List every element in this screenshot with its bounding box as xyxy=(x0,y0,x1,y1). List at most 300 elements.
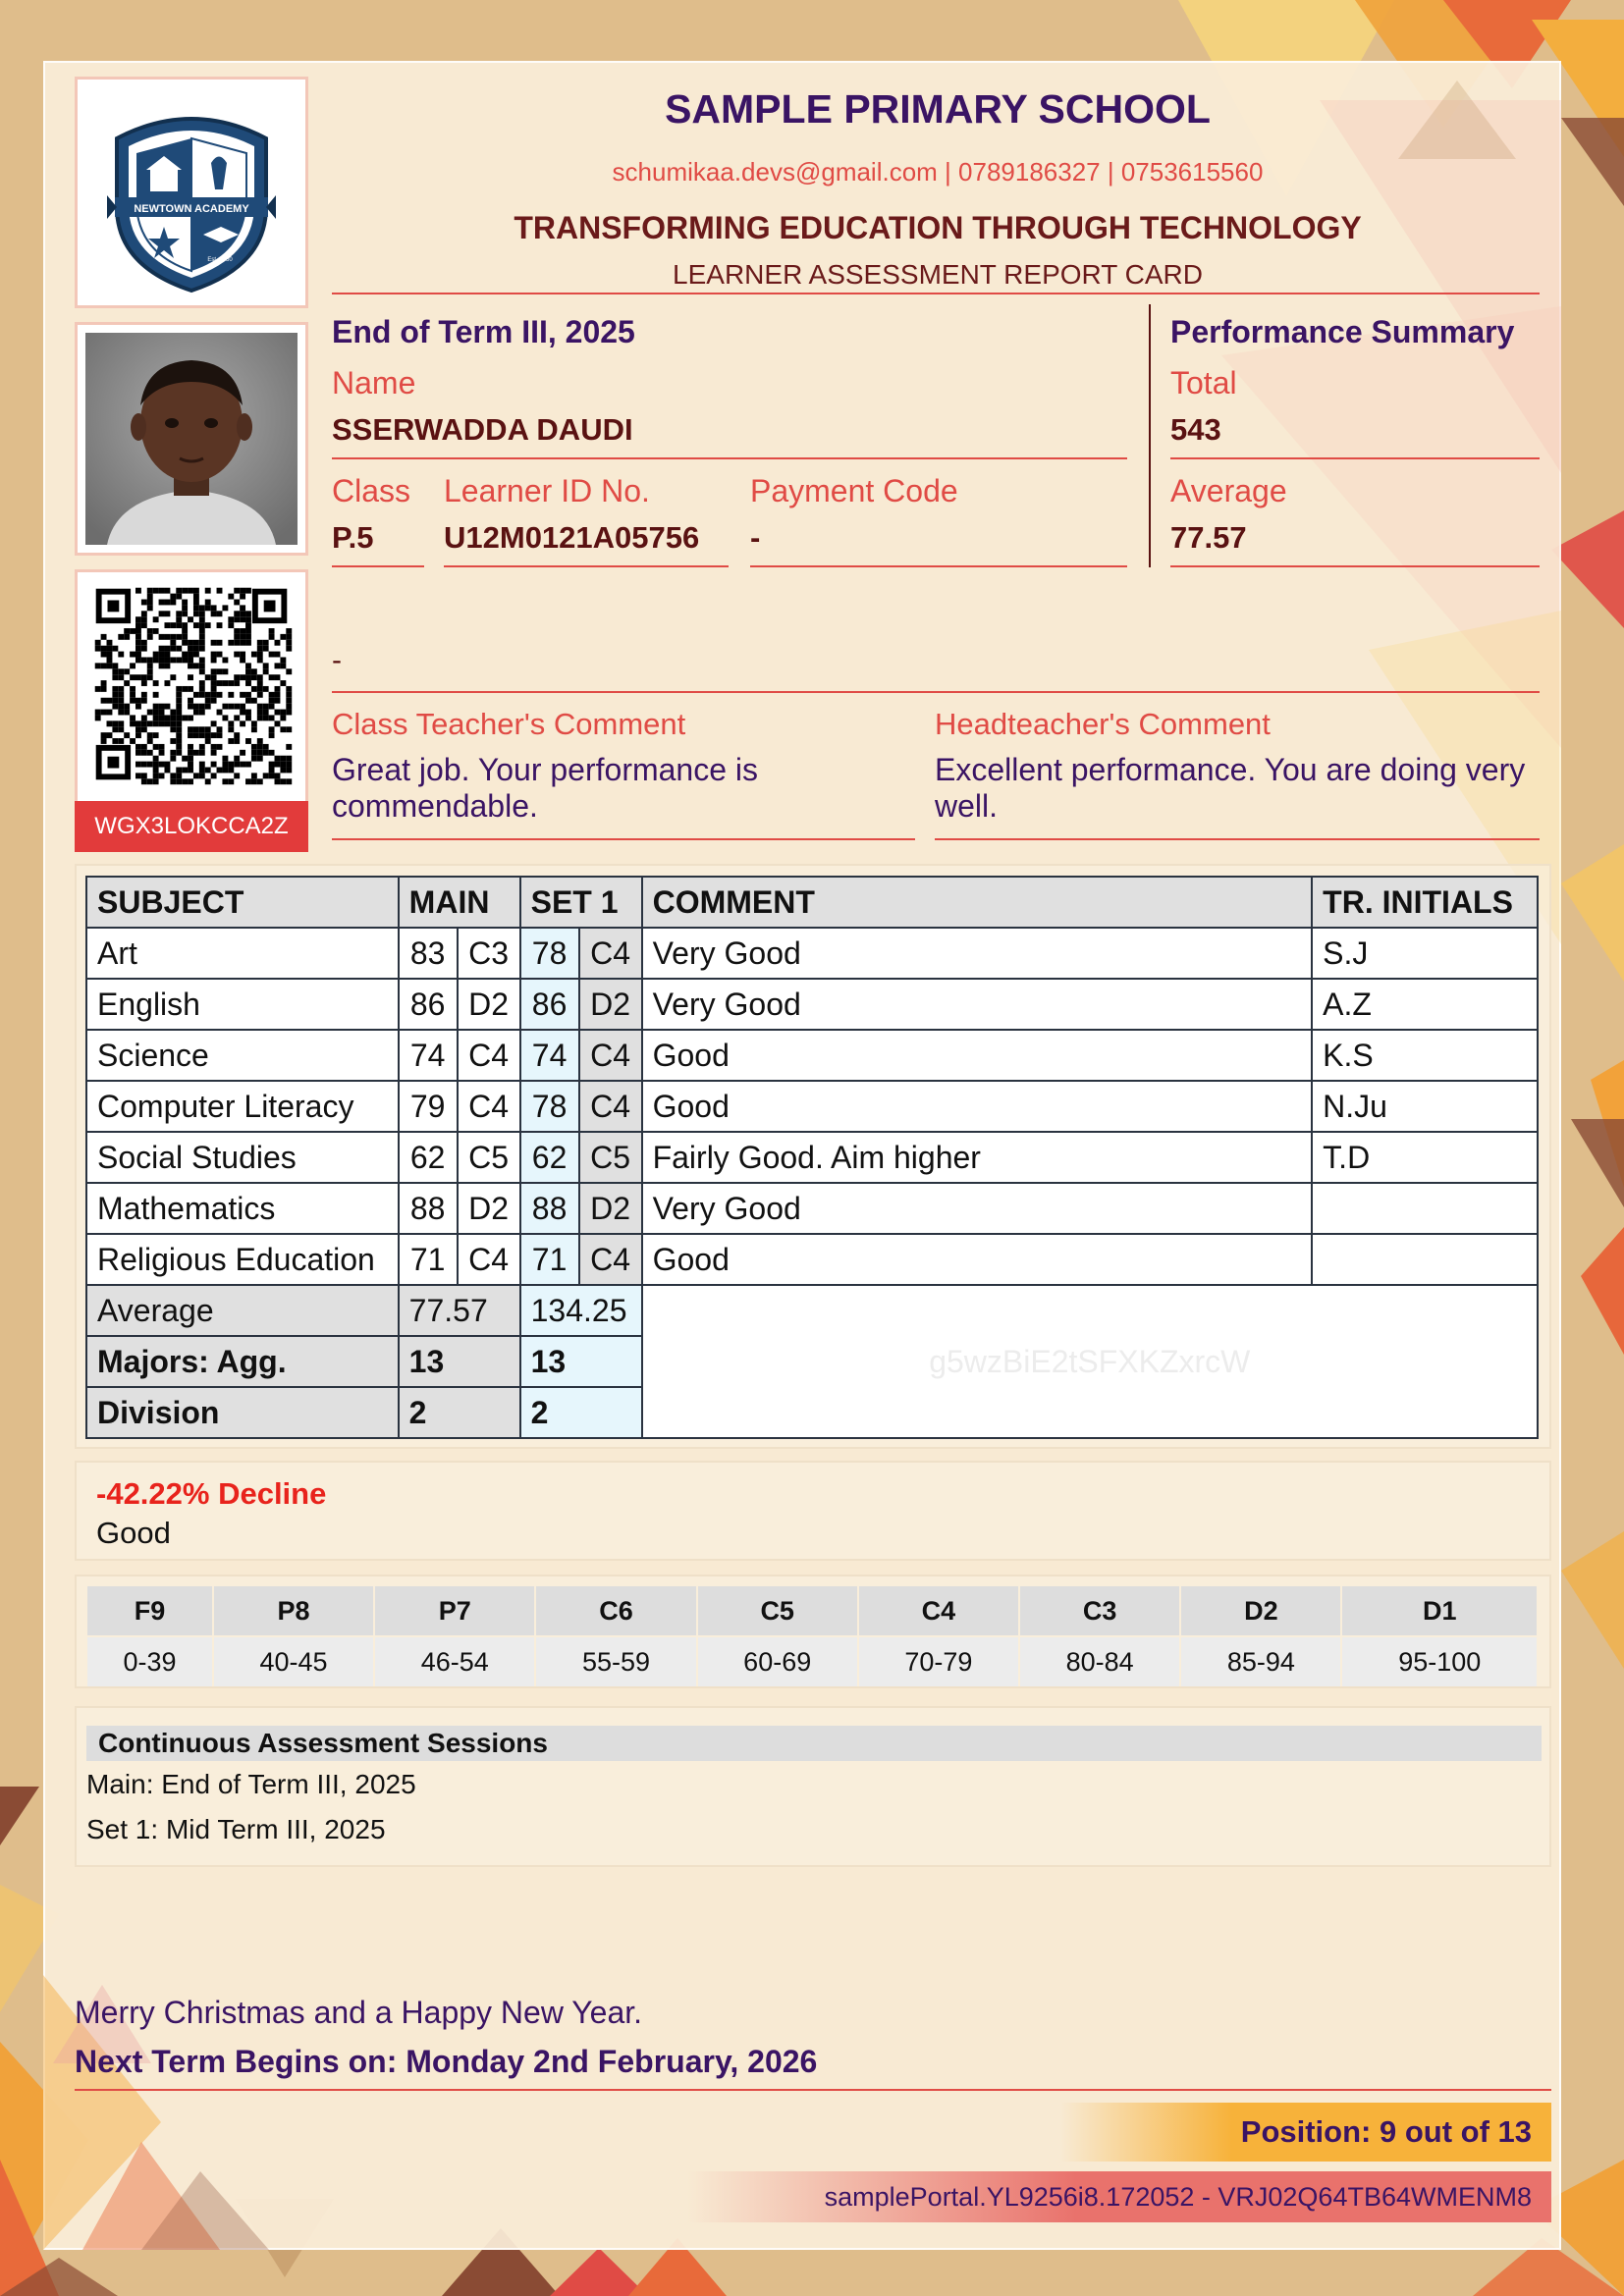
grades-table xyxy=(85,876,1539,1439)
qr-module xyxy=(222,657,228,663)
payment-code-value: - xyxy=(750,520,1127,567)
qr-module xyxy=(170,646,176,652)
qr-module xyxy=(176,732,182,738)
main-grade-cell: C4 xyxy=(458,1030,520,1081)
scale-grade: F9 xyxy=(87,1586,212,1635)
learner-name: SSERWADDA DAUDI xyxy=(332,412,1127,459)
qr-module xyxy=(147,634,153,640)
qr-module xyxy=(240,634,245,640)
qr-module xyxy=(217,768,223,774)
set-grade-cell: D2 xyxy=(579,979,642,1030)
qr-module xyxy=(257,710,263,716)
qr-module xyxy=(257,692,263,698)
qr-module xyxy=(182,611,188,616)
qr-module xyxy=(130,698,135,704)
qr-module xyxy=(170,715,176,721)
qr-module xyxy=(211,680,217,686)
report-title: LEARNER ASSESSMENT REPORT CARD xyxy=(673,259,1203,290)
set-score-cell: 71 xyxy=(520,1234,579,1285)
qr-module xyxy=(263,663,269,668)
qr-module xyxy=(107,710,113,716)
qr-module xyxy=(205,698,211,704)
qr-module xyxy=(118,652,124,658)
session-set1: Set 1: Mid Term III, 2025 xyxy=(86,1814,386,1844)
qr-module xyxy=(147,738,153,744)
qr-module xyxy=(176,726,182,732)
qr-module xyxy=(141,674,147,680)
qr-module xyxy=(118,692,124,698)
qr-module xyxy=(188,616,193,622)
qr-module xyxy=(286,704,292,710)
qr-module xyxy=(176,738,182,744)
qr-module xyxy=(188,732,193,738)
qr-module xyxy=(159,611,165,616)
qr-module xyxy=(170,640,176,646)
qr-module xyxy=(193,646,199,652)
qr-module xyxy=(176,704,182,710)
qr-module xyxy=(164,622,170,628)
qr-module xyxy=(188,726,193,732)
qr-module xyxy=(118,710,124,716)
teacher-comment-label: Class Teacher's Comment xyxy=(332,707,686,741)
qr-module xyxy=(153,692,159,698)
qr-module xyxy=(286,668,292,674)
qr-module xyxy=(269,773,275,778)
scale-range: 80-84 xyxy=(1020,1637,1179,1686)
qr-module xyxy=(124,668,130,674)
school-contacts: schumikaa.devs@gmail.com | 0789186327 | 0753615560 xyxy=(612,157,1264,187)
qr-module xyxy=(251,778,257,784)
qr-module xyxy=(188,715,193,721)
qr-code-label: WGX3LOKCCA2Z xyxy=(75,801,308,852)
qr-module xyxy=(164,715,170,721)
qr-module xyxy=(141,698,147,704)
qr-module xyxy=(205,726,211,732)
qr-module xyxy=(240,692,245,698)
qr-module xyxy=(118,668,124,674)
qr-module xyxy=(118,721,124,726)
qr-module xyxy=(188,674,193,680)
qr-module xyxy=(141,750,147,756)
qr-module xyxy=(234,680,240,686)
qr-module xyxy=(176,646,182,652)
qr-module xyxy=(141,616,147,622)
qr-module xyxy=(240,674,245,680)
qr-module xyxy=(170,710,176,716)
qr-module xyxy=(95,686,101,692)
subject-cell: Social Studies xyxy=(86,1132,399,1183)
qr-module xyxy=(147,674,153,680)
qr-module xyxy=(182,588,188,594)
qr-module xyxy=(170,721,176,726)
qr-module xyxy=(211,605,217,611)
qr-module xyxy=(199,686,205,692)
qr-module xyxy=(130,715,135,721)
qr-module xyxy=(240,611,245,616)
qr-module xyxy=(257,680,263,686)
qr-module xyxy=(182,686,188,692)
scale-range: 60-69 xyxy=(698,1637,857,1686)
qr-module xyxy=(188,704,193,710)
qr-module xyxy=(234,588,240,594)
qr-module xyxy=(95,663,101,668)
subject-cell: English xyxy=(86,979,399,1030)
qr-module xyxy=(257,715,263,721)
qr-module xyxy=(176,715,182,721)
qr-module xyxy=(124,680,130,686)
qr-module xyxy=(159,710,165,716)
qr-module xyxy=(112,668,118,674)
qr-module xyxy=(211,652,217,658)
qr-module xyxy=(217,710,223,716)
qr-module xyxy=(159,762,165,768)
qr-module xyxy=(188,744,193,750)
scale-grade: P7 xyxy=(375,1586,534,1635)
initials-cell: T.D xyxy=(1312,1132,1538,1183)
qr-module xyxy=(118,686,124,692)
qr-module xyxy=(153,628,159,634)
qr-module xyxy=(275,721,281,726)
comment-cell: Very Good xyxy=(642,979,1313,1030)
main-grade-cell: C4 xyxy=(458,1234,520,1285)
qr-module xyxy=(228,762,234,768)
table-row xyxy=(86,979,1538,1030)
qr-module xyxy=(112,663,118,668)
qr-module xyxy=(164,721,170,726)
qr-module xyxy=(205,622,211,628)
qr-module xyxy=(269,698,275,704)
qr-module xyxy=(153,744,159,750)
qr-module xyxy=(118,674,124,680)
qr-module xyxy=(95,710,101,716)
qr-module xyxy=(222,704,228,710)
qr-module xyxy=(211,686,217,692)
average-value: 77.57 xyxy=(1170,520,1540,567)
qr-module xyxy=(217,640,223,646)
qr-module xyxy=(164,680,170,686)
qr-module xyxy=(95,646,101,652)
qr-module xyxy=(251,773,257,778)
qr-module xyxy=(147,732,153,738)
qr-module xyxy=(240,640,245,646)
qr-module xyxy=(211,773,217,778)
qr-module xyxy=(101,710,107,716)
qr-module xyxy=(199,611,205,616)
qr-module xyxy=(211,762,217,768)
qr-module xyxy=(269,704,275,710)
initials-header: TR. INITIALS xyxy=(1312,877,1538,928)
qr-module xyxy=(217,611,223,616)
qr-module xyxy=(164,634,170,640)
qr-module xyxy=(193,600,199,606)
qr-module xyxy=(245,715,251,721)
qr-module xyxy=(228,616,234,622)
qr-module xyxy=(228,768,234,774)
qr-module xyxy=(141,726,147,732)
qr-module xyxy=(245,680,251,686)
qr-module xyxy=(130,738,135,744)
set1-header: SET 1 xyxy=(520,877,642,928)
total-value: 543 xyxy=(1170,412,1540,459)
qr-module xyxy=(147,721,153,726)
name-label: Name xyxy=(332,365,416,400)
qr-module xyxy=(193,692,199,698)
set-grade-cell: D2 xyxy=(579,1183,642,1234)
qr-module xyxy=(245,663,251,668)
main-score-cell: 79 xyxy=(399,1081,458,1132)
qr-module xyxy=(147,657,153,663)
main-grade-cell: C5 xyxy=(458,1132,520,1183)
qr-module xyxy=(147,668,153,674)
qr-module xyxy=(188,698,193,704)
qr-module xyxy=(205,600,211,606)
qr-module xyxy=(280,634,286,640)
table-row xyxy=(86,1132,1538,1183)
qr-module xyxy=(118,704,124,710)
grades-header-row xyxy=(86,877,1538,928)
qr-module xyxy=(176,594,182,600)
qr-module xyxy=(176,698,182,704)
qr-box xyxy=(75,569,308,852)
qr-module xyxy=(217,652,223,658)
school-motto: TRANSFORMING EDUCATION THROUGH TECHNOLOGY xyxy=(514,210,1362,245)
qr-module xyxy=(211,668,217,674)
qr-module xyxy=(199,668,205,674)
qr-module xyxy=(257,674,263,680)
qr-module xyxy=(199,750,205,756)
qr-module xyxy=(176,622,182,628)
headteacher-comment: Excellent performance. You are doing very well. xyxy=(935,752,1540,840)
scale-range: 70-79 xyxy=(859,1637,1018,1686)
qr-module xyxy=(182,628,188,634)
qr-module xyxy=(286,762,292,768)
qr-module xyxy=(130,663,135,668)
qr-module xyxy=(118,738,124,744)
grading-scale-table xyxy=(85,1584,1539,1688)
qr-module xyxy=(135,657,141,663)
qr-module xyxy=(251,756,257,762)
qr-module xyxy=(263,686,269,692)
main-score-cell: 74 xyxy=(399,1030,458,1081)
qr-module xyxy=(135,674,141,680)
qr-module xyxy=(182,657,188,663)
qr-module xyxy=(205,588,211,594)
qr-module xyxy=(170,600,176,606)
qr-module xyxy=(176,710,182,716)
division-set: 2 xyxy=(520,1387,642,1438)
subject-cell: Art xyxy=(86,928,399,979)
qr-module xyxy=(286,756,292,762)
qr-module xyxy=(211,692,217,698)
qr-module xyxy=(112,674,118,680)
qr-module xyxy=(245,674,251,680)
qr-module xyxy=(135,721,141,726)
qr-module xyxy=(159,634,165,640)
qr-module xyxy=(141,773,147,778)
qr-module xyxy=(245,710,251,716)
scale-grade: D2 xyxy=(1181,1586,1340,1635)
qr-module xyxy=(130,652,135,658)
qr-module xyxy=(153,704,159,710)
payment-code-label: Payment Code xyxy=(750,473,958,508)
learner-id-value: U12M0121A05756 xyxy=(444,520,729,567)
qr-module xyxy=(205,692,211,698)
qr-module xyxy=(280,657,286,663)
qr-module xyxy=(199,710,205,716)
qr-module xyxy=(124,634,130,640)
set-grade-cell: C4 xyxy=(579,1234,642,1285)
sessions-title: Continuous Assessment Sessions xyxy=(86,1726,1542,1761)
qr-module xyxy=(135,744,141,750)
qr-module xyxy=(286,640,292,646)
qr-module xyxy=(263,710,269,716)
qr-module xyxy=(193,750,199,756)
scale-range: 46-54 xyxy=(375,1637,534,1686)
initials-cell: N.Ju xyxy=(1312,1081,1538,1132)
qr-module xyxy=(130,686,135,692)
qr-module xyxy=(135,646,141,652)
majors-label: Majors: Agg. xyxy=(86,1336,399,1387)
qr-module xyxy=(257,704,263,710)
qr-module xyxy=(199,768,205,774)
qr-module xyxy=(170,778,176,784)
qr-module xyxy=(251,686,257,692)
qr-module xyxy=(263,640,269,646)
qr-module xyxy=(147,710,153,716)
qr-module xyxy=(263,646,269,652)
qr-module xyxy=(275,652,281,658)
qr-module xyxy=(257,646,263,652)
qr-module xyxy=(170,634,176,640)
table-row xyxy=(86,1234,1538,1285)
qr-module xyxy=(164,663,170,668)
qr-module xyxy=(222,715,228,721)
qr-module xyxy=(199,605,205,611)
qr-module xyxy=(211,657,217,663)
scale-grade: C4 xyxy=(859,1586,1018,1635)
qr-module xyxy=(217,588,223,594)
qr-module xyxy=(245,616,251,622)
qr-module xyxy=(159,715,165,721)
qr-module xyxy=(228,594,234,600)
qr-module xyxy=(182,600,188,606)
qr-module xyxy=(130,721,135,726)
qr-module xyxy=(257,657,263,663)
qr-module xyxy=(182,715,188,721)
qr-module xyxy=(147,750,153,756)
qr-module xyxy=(193,594,199,600)
remarks-note: - xyxy=(332,644,1540,693)
qr-module xyxy=(153,715,159,721)
qr-module xyxy=(159,588,165,594)
qr-module xyxy=(275,640,281,646)
qr-module xyxy=(182,768,188,774)
qr-module xyxy=(217,622,223,628)
photo-box xyxy=(75,322,308,556)
qr-module xyxy=(147,762,153,768)
qr-module xyxy=(153,710,159,716)
qr-module xyxy=(286,646,292,652)
scale-range: 0-39 xyxy=(87,1637,212,1686)
qr-module xyxy=(193,640,199,646)
qr-module xyxy=(234,600,240,606)
main-grade-cell: D2 xyxy=(458,1183,520,1234)
qr-module xyxy=(234,704,240,710)
qr-module xyxy=(135,762,141,768)
qr-module xyxy=(141,692,147,698)
headteacher-comment-label: Headteacher's Comment xyxy=(935,707,1271,741)
qr-module xyxy=(176,778,182,784)
qr-module xyxy=(245,762,251,768)
qr-module xyxy=(234,616,240,622)
qr-module xyxy=(141,622,147,628)
qr-module xyxy=(251,750,257,756)
qr-module xyxy=(141,646,147,652)
qr-module xyxy=(141,778,147,784)
qr-module xyxy=(280,768,286,774)
division-label: Division xyxy=(86,1387,399,1438)
qr-module xyxy=(280,778,286,784)
qr-module xyxy=(135,628,141,634)
qr-module xyxy=(269,634,275,640)
learner-photo xyxy=(78,325,305,553)
qr-module xyxy=(240,594,245,600)
qr-module xyxy=(141,611,147,616)
logo-text: NEWTOWN ACADEMY xyxy=(134,203,249,215)
main-score-cell: 83 xyxy=(399,928,458,979)
session-main: Main: End of Term III, 2025 xyxy=(86,1769,416,1799)
qr-module xyxy=(141,680,147,686)
initials-cell xyxy=(1312,1183,1538,1234)
qr-module xyxy=(188,657,193,663)
qr-module xyxy=(153,657,159,663)
sessions-panel xyxy=(75,1706,1551,1867)
qr-module xyxy=(217,668,223,674)
comment-header: COMMENT xyxy=(642,877,1313,928)
qr-module xyxy=(193,622,199,628)
qr-module xyxy=(286,634,292,640)
qr-module xyxy=(182,622,188,628)
qr-module xyxy=(280,756,286,762)
main-grade-cell: D2 xyxy=(458,979,520,1030)
qr-module xyxy=(205,738,211,744)
qr-module xyxy=(159,744,165,750)
qr-module xyxy=(176,768,182,774)
table-row xyxy=(86,1030,1538,1081)
qr-module xyxy=(118,634,124,640)
qr-module xyxy=(286,778,292,784)
qr-code-icon xyxy=(78,572,305,796)
qr-module xyxy=(269,692,275,698)
qr-module xyxy=(153,773,159,778)
watermark-text: g5wzBiE2tSFXKZxrcW xyxy=(929,1343,1251,1379)
qr-module xyxy=(193,611,199,616)
qr-module xyxy=(141,762,147,768)
qr-module xyxy=(101,634,107,640)
qr-module xyxy=(112,698,118,704)
qr-module xyxy=(182,778,188,784)
qr-module xyxy=(280,663,286,668)
main-grade-cell: C4 xyxy=(458,1081,520,1132)
scale-range: 95-100 xyxy=(1342,1637,1537,1686)
qr-module xyxy=(159,750,165,756)
qr-module xyxy=(234,652,240,658)
qr-module xyxy=(124,710,130,716)
qr-module xyxy=(199,704,205,710)
main-score-cell: 62 xyxy=(399,1132,458,1183)
comment-cell: Very Good xyxy=(642,928,1313,979)
table-row xyxy=(86,1183,1538,1234)
